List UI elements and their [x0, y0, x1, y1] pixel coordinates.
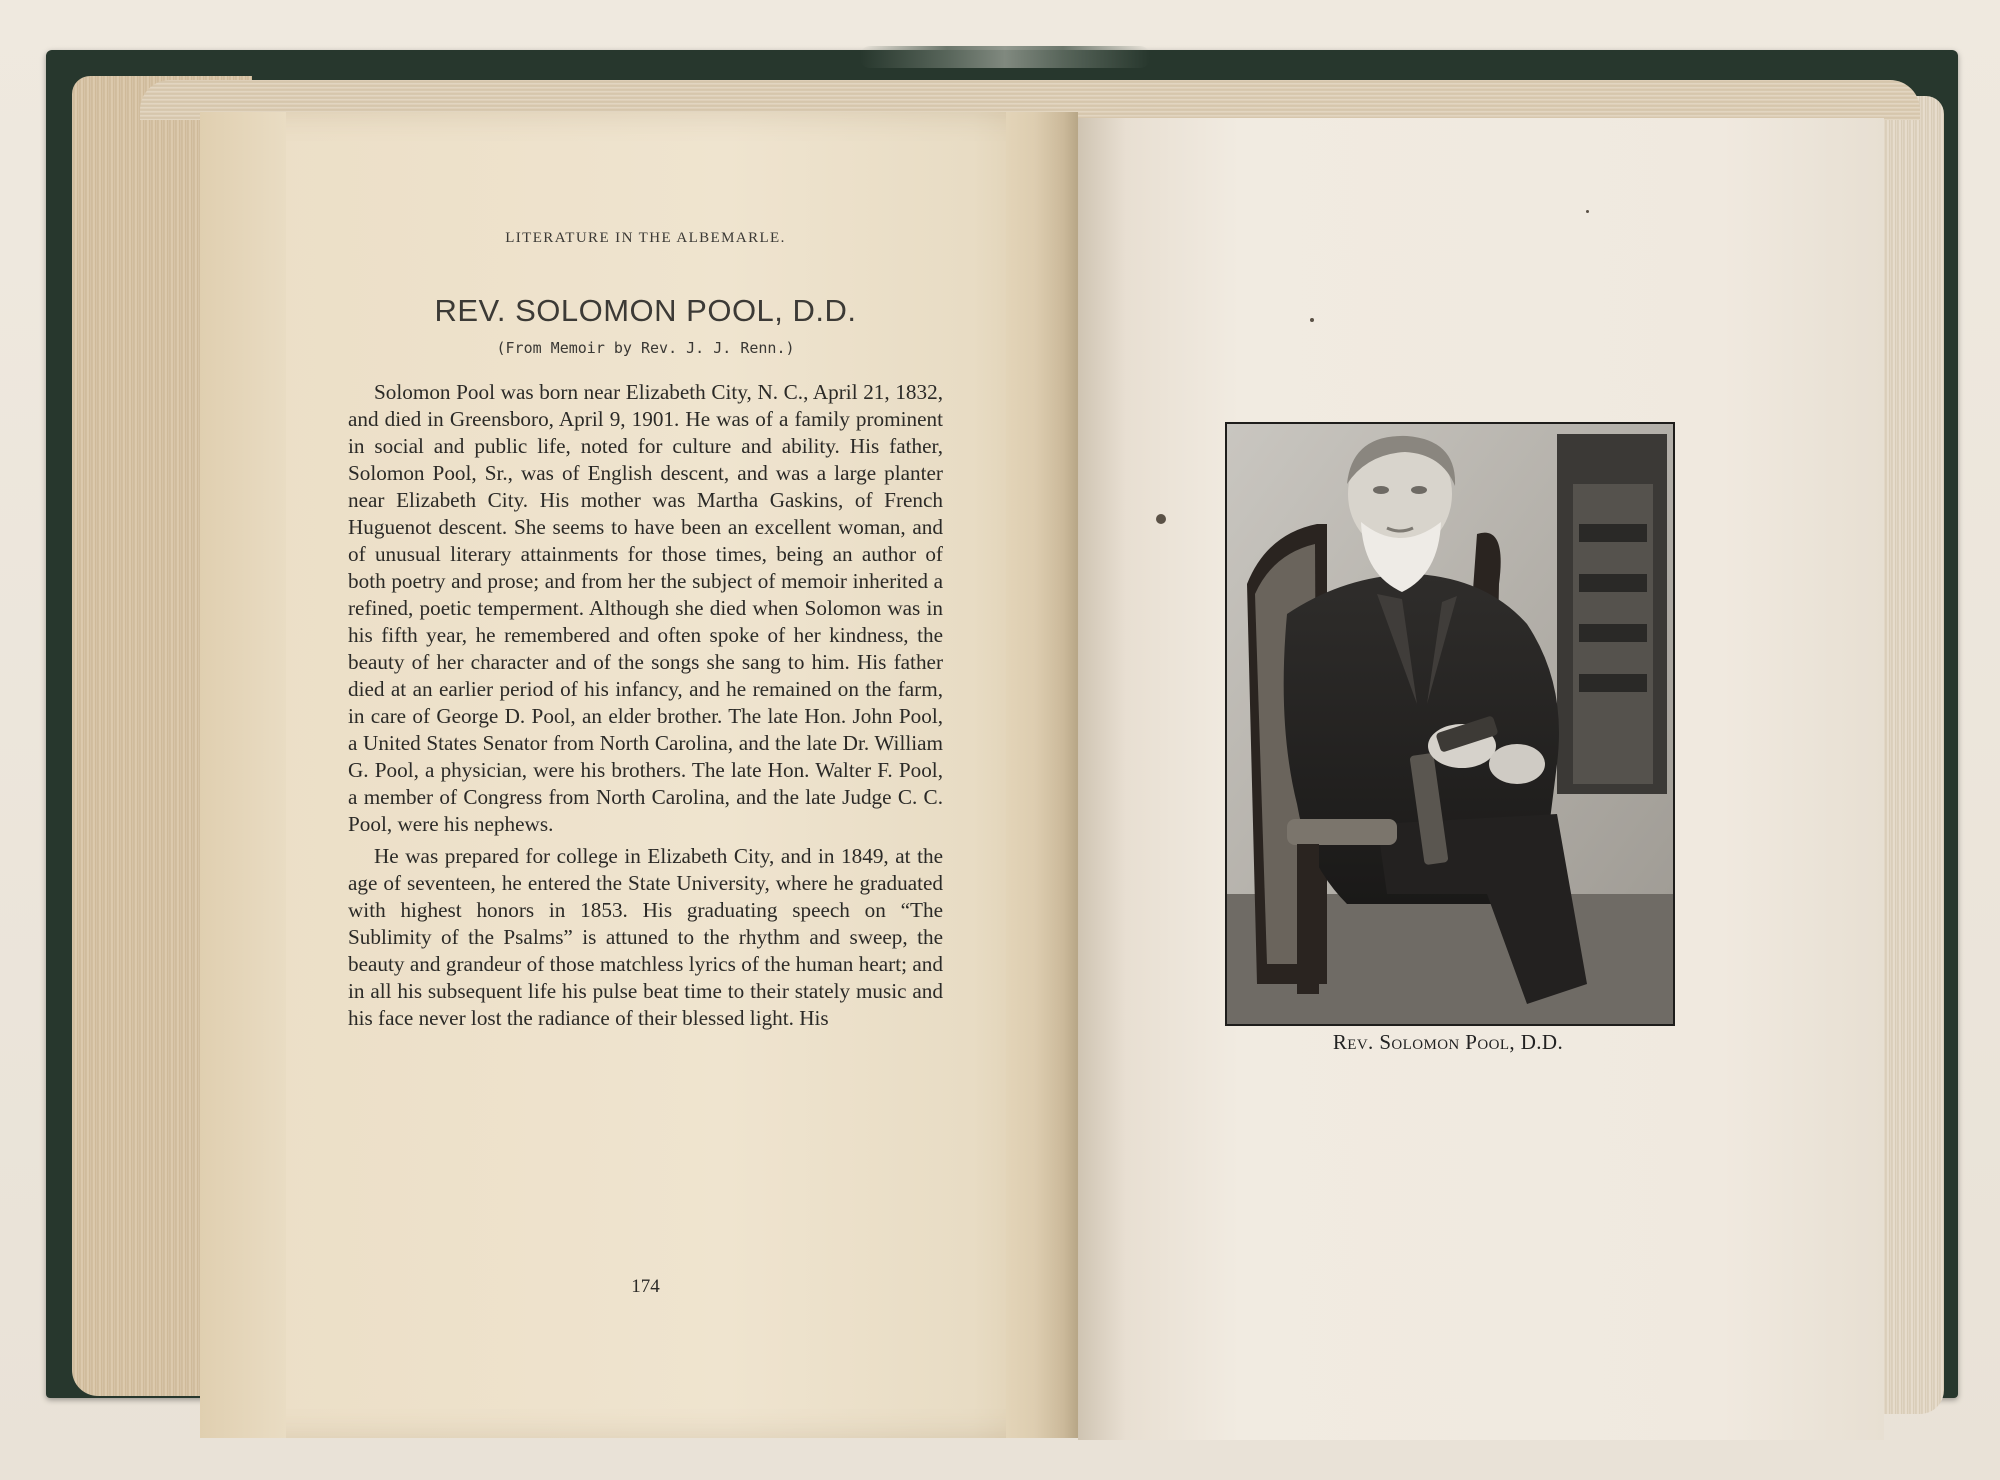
portrait-photograph [1225, 422, 1675, 1026]
worn-spine-top [860, 46, 1150, 68]
paper-speck [1156, 514, 1166, 524]
paper-speck [1310, 318, 1314, 322]
page-number: 174 [631, 1276, 660, 1297]
portrait-caption: Rev. Solomon Pool, D.D. [1332, 1030, 1564, 1054]
paragraph-1: Solomon Pool was born near Elizabeth City, N. C., April 21, 1832, and died in Greensboro, April 9, 1901. He was of a family prominent in social and public life, noted for culture and ability. His father, Solomon Pool, Sr., was of English descent, and was a large planter near Elizabeth City. His mother was Martha Gaskins, of French Huguenot descent. She seems to have been an excellent woman, and of unusual literary attainments for those times, being an author of both poetry and prose; and from her the subject of memoir inherited a refined, poetic temperment. Although she died when Solomon was in his fifth year, he remembered and often spoke of her kindness, the beauty of her character and of the songs she sang to him. His father died at an earlier period of his infancy, and he remained on the farm, in care of George D. Pool, an elder brother. The late Hon. John Pool, a United States Senator from North Carolina, and the late Dr. William G. Pool, a physician, were his brothers. The late Hon. Walter F. Pool, a member of Congress from North Carolina, and the late Judge C. C. Pool, were his nephews. [348, 380, 943, 836]
article-title: REV. SOLOMON POOL, D.D. [434, 293, 857, 328]
article-body [348, 379, 943, 1032]
book-gutter [1006, 112, 1078, 1438]
portrait-image [1227, 424, 1673, 1024]
running-head: LITERATURE IN THE ALBEMARLE. [505, 230, 786, 246]
paragraph-2: He was prepared for college in Elizabeth City, and in 1849, at the age of seventeen, he entered the State University, where he graduated with highest honors in 1853. His graduating speech on “The Sublimity of the Psalms” is attuned to the rhythm and sweep, the beauty and grandeur of those matchless lyrics of the human heart; and in all his subsequent life his pulse beat time to their stately music and his face never lost the radiance of their blessed light. His [348, 844, 943, 1030]
left-page-margin [200, 112, 286, 1438]
article-source: (From Memoir by Rev. J. J. Renn.) [496, 339, 795, 357]
left-page-text [348, 224, 943, 1037]
paper-speck [1586, 210, 1589, 213]
